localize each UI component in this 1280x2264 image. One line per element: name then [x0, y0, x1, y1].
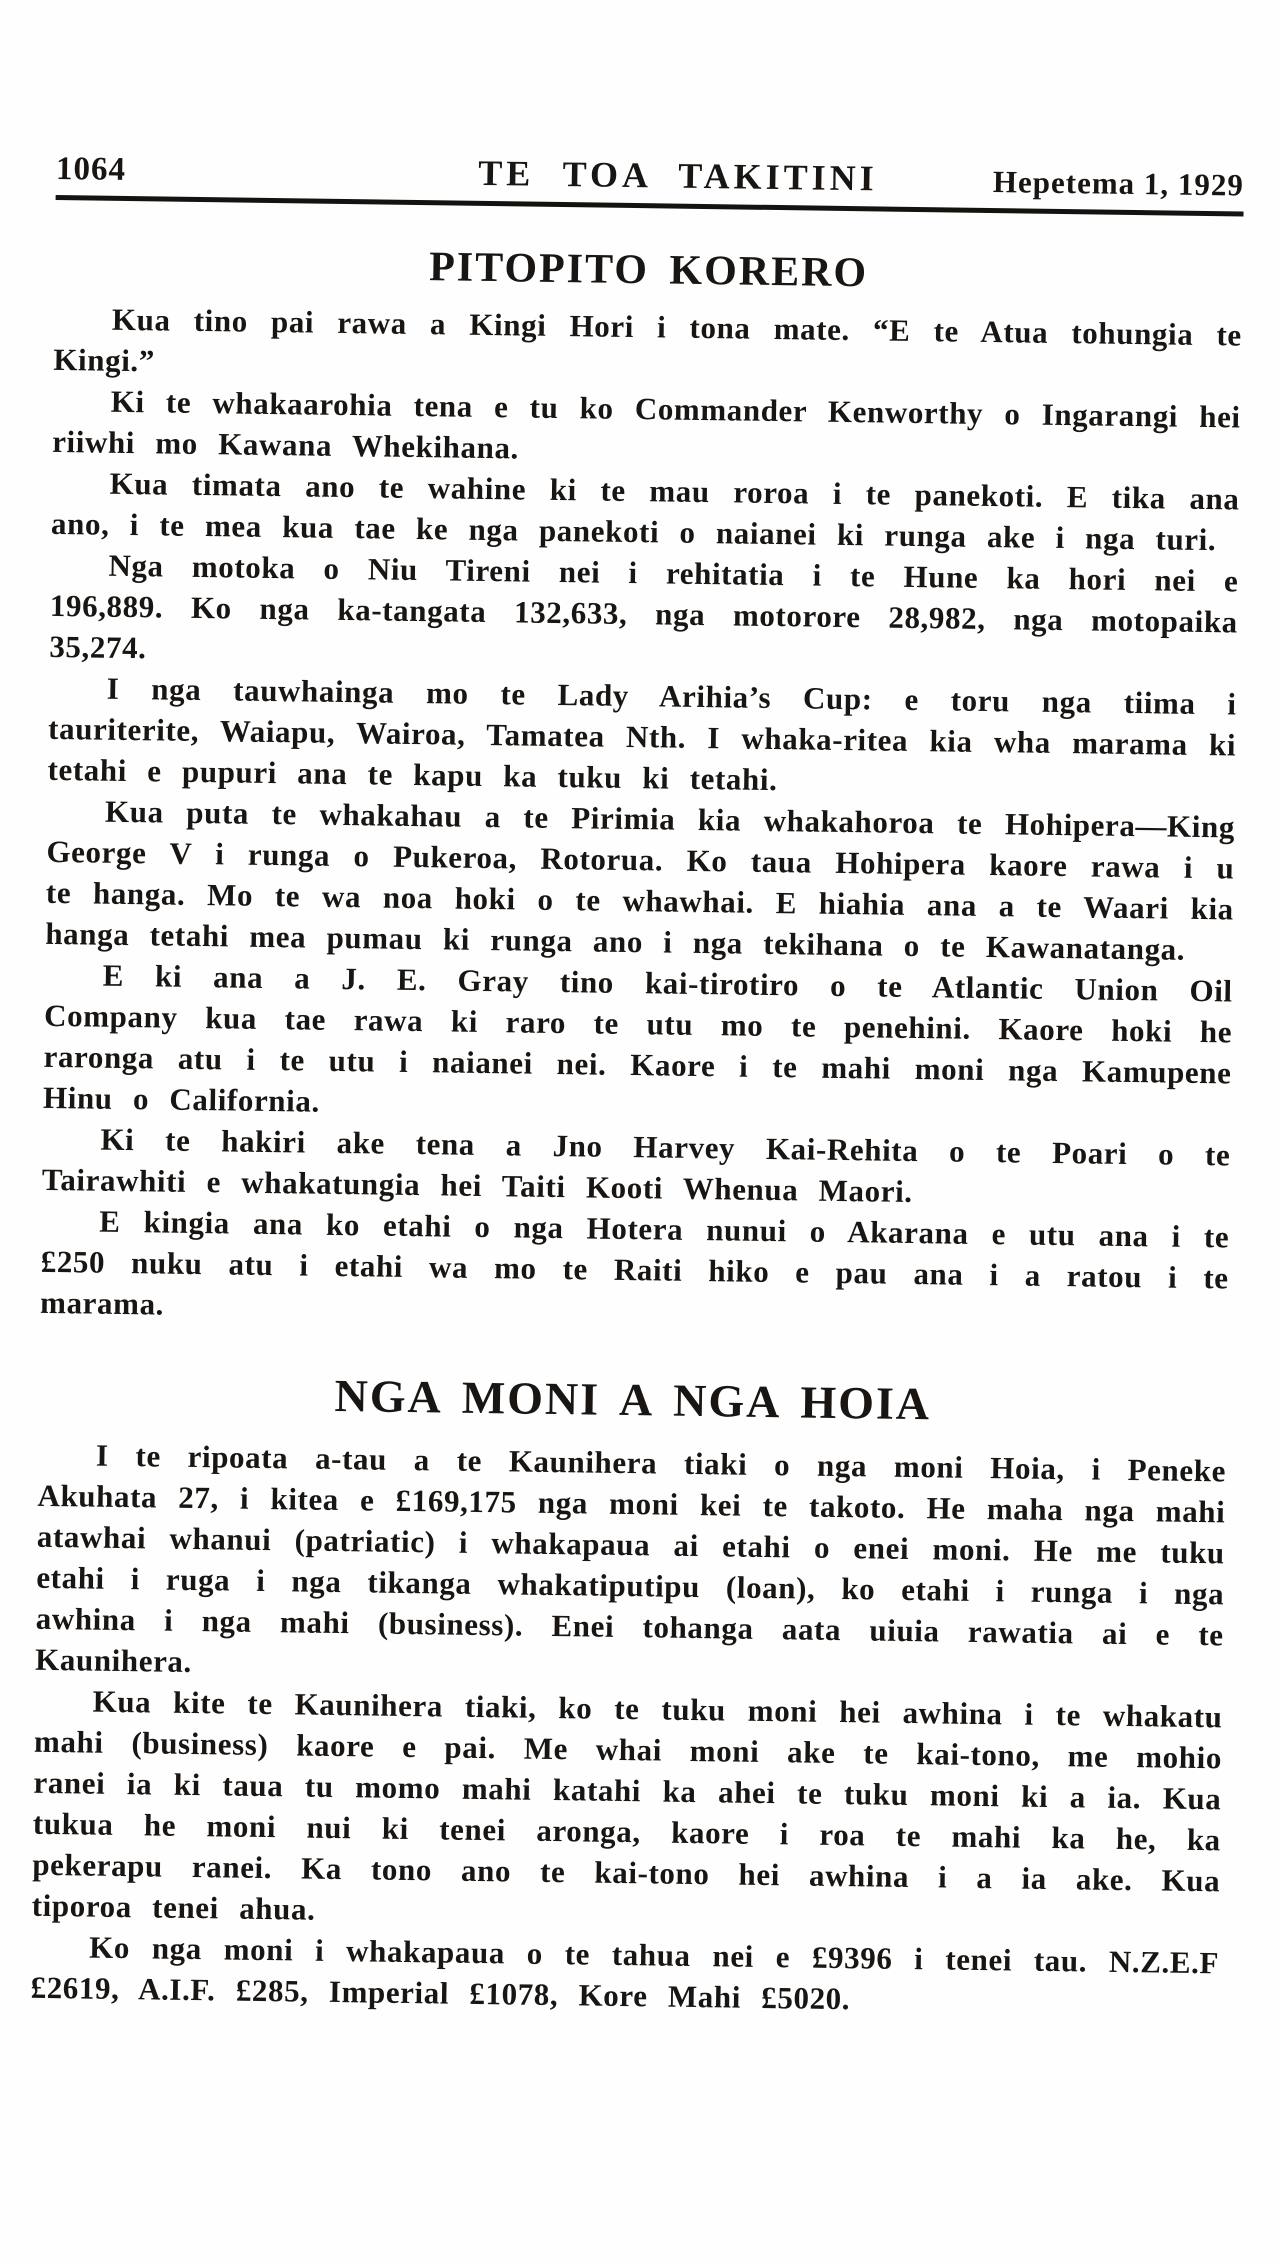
article-paragraph: Kua puta te whakahau a te Pirimia kia whakahoroa te Hohipera—King George V i runga o Pukeroa, Rotorua. Ko taua Hohipera kaore rawa i u te hanga. Mo te wa noa hoki o te whawhai. E hiahia ana a te Waari kia hanga tetahi mea pumau ki runga ano i nga tekihana o te Kawanatanga.: [45, 793, 1236, 967]
article-paragraph: Ko nga moni i whakapaua o te tahua nei e £9396 i tenei tau. N.Z.E.F £2619, A.I.F. £285, Imperial £1078, Kore Mahi £5020.: [30, 1929, 1220, 2017]
issue-date: Hepetema 1, 1929: [992, 164, 1245, 203]
page-number: 1064: [55, 150, 127, 188]
section-pitopito-korero: [40, 238, 1243, 1339]
article-paragraph: I nga tauwhainga mo te Lady Arihia’s Cup: e toru nga tiima i tauriterite, Waiapu, Wairoa, Tamatea Nth. I whaka-ritea kia wha marama ki tetahi e pupuri ana te kapu ka tuku ki tetahi.: [47, 670, 1237, 798]
section-title: PITOPITO KORERO: [428, 244, 869, 297]
article-paragraph: Kua kite te Kaunihera tiaki, ko te tuku moni hei awhina i te whakatu mahi (business) kaore e pai. Me whai moni ake te kai-tono, me mohio ranei ia ki taua tu momo mahi katahi ka ahei te tuku moni ki a ia. Kua tukua he moni nui ki tenei aronga, kaore i roa te mahi ka he, ka pekerapu ranei. Ka tono ano te kai-tono hei awhina i a ia ake. Kua tiporoa tenei ahua.: [31, 1683, 1223, 1927]
article-paragraph: Nga motoka o Niu Tireni nei i rehitatia i te Hune ka hori nei e 196,889. Ko nga ka-tangata 132,633, nga motorore 28,982, nga motopaika 35,274.: [49, 547, 1239, 666]
page-header: [56, 146, 1244, 205]
article-paragraph: Kua timata ano te wahine ki te mau roroa i te panekoti. E tika ana ano, i te mea kua tae ke nga panekoti o naianei ki runga ake i nga turi.: [50, 465, 1240, 558]
article-paragraph: Ki te hakiri ake tena a Jno Harvey Kai-Rehita o te Poari o te Tairawhiti e whakatungia hei Taiti Kooti Whenua Maori.: [41, 1121, 1231, 1210]
section-nga-moni-a-nga-hoia: [30, 1365, 1227, 2025]
section-title: NGA MONI A NGA HOIA: [334, 1369, 932, 1430]
article-paragraph: Ki te whakaarohia tena e tu ko Commander Kenworthy o Ingarangi hei riiwhi mo Kawana Whekihana.: [51, 383, 1241, 466]
masthead-title: TE TOA TAKITINI: [477, 152, 878, 199]
article-paragraph: I te ripoata a-tau a te Kaunihera tiaki o nga moni Hoia, i Peneke Akuhata 27, i kitea e £169,175 nga moni kei te takoto. He maha nga mahi atawhai whanui (patriatic) i whakapaua ai etahi o enei moni. He me tuku etahi i ruga i nga tikanga whakatiputipu (loan), ko etahi i runga i nga awhina i nga mahi (business). Enei tohanga aata uiuia rawatia ai e te Kaunihera.: [34, 1437, 1227, 1679]
article-paragraph: E kingia ana ko etahi o nga Hotera nunui o Akarana e utu ana i te £250 nuku atu i etahi wa mo te Raiti hiko e pau ana i a ratou i te marama.: [39, 1203, 1230, 1322]
article-paragraph: Kua tino pai rawa a Kingi Hori i tona mate. “E te Atua tohungia te Kingi.”: [53, 301, 1243, 379]
article-paragraph: E ki ana a J. E. Gray tino kai-tirotiro o te Atlantic Union Oil Company kua tae rawa ki raro te utu mo te penehini. Kaore hoki he raronga atu i te utu i naianei nei. Kaore i te mahi moni nga Kamupene Hinu o California.: [42, 957, 1233, 1119]
